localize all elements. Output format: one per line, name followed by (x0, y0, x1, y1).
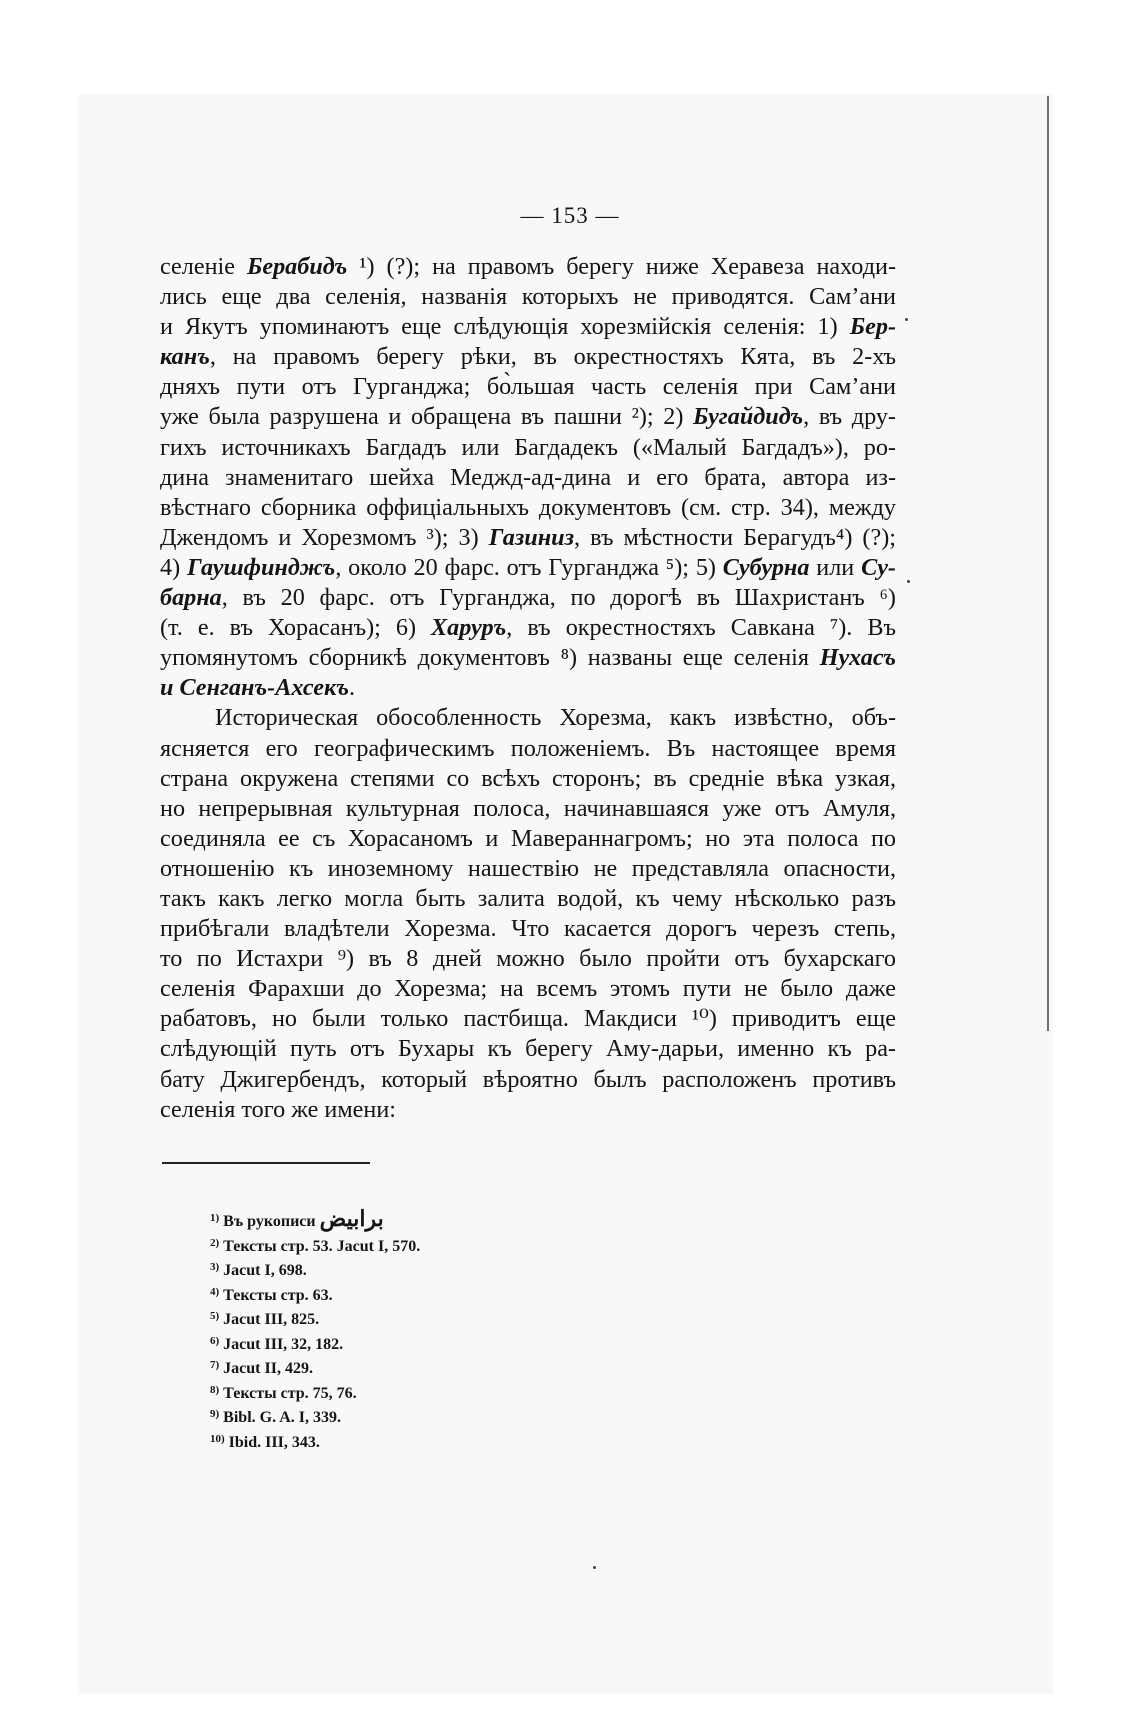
footnote: $^{3)}$ Jacut I, 698. (210, 1261, 307, 1279)
text-line: уже была разрушена и обращена въ пашни ²); 2) Бугайдидъ, въ дру- (160, 403, 896, 431)
footnote: $^{1)}$ Въ рукописи برابيض (210, 1206, 384, 1231)
footnote: $^{7)}$ Jacut II, 429. (210, 1359, 313, 1377)
place-name: Сенганъ-Ахсекъ (179, 674, 349, 702)
footnote: $^{9)}$ Bibl. G. A. I, 339. (210, 1408, 341, 1426)
text-line: такъ какъ легко могла быть залита водой, къ чему нѣсколько разъ (160, 884, 896, 912)
footnote: $^{4)}$ Тексты стр. 63. (210, 1285, 333, 1304)
text-line: Джендомъ и Хорезмомъ ³); 3) Газиниз, въ мѣстности Берагудъ⁴) (?); (160, 523, 896, 551)
place-name: Субурна (722, 553, 810, 581)
text-line: барна, въ 20 фарс. отъ Гурганджа, по дорогѣ въ Шахристанъ ⁶) (160, 584, 896, 612)
text-line: соединяла ее съ Хорасаномъ и Мавераннагромъ; но эта полоса по (160, 824, 896, 852)
place-name: Харуръ (431, 614, 507, 642)
footnote-divider (162, 1162, 370, 1164)
text-line: отношенію къ иноземному нашествію не представляла опасности, (160, 854, 896, 882)
footnote: $^{6)}$ Jacut III, 32, 182. (210, 1334, 344, 1353)
text-line: рабатовъ, но были только пастбища. Макдиси ¹⁰) приводитъ еще (160, 1005, 896, 1033)
place-name: Гаушфинджъ (186, 553, 336, 581)
footnote: $^{2)}$ Тексты стр. 53. Jacut I, 570. (210, 1236, 421, 1255)
footnote: $^{10)}$ Ibid. III, 343. (210, 1432, 320, 1451)
scan-speck (593, 1566, 596, 1569)
place-name: Бер- (849, 313, 896, 341)
place-name: Берабидъ (246, 253, 348, 280)
text-line: упомянутомъ сборникѣ документовъ ⁸) названы еще селенія Нухасъ (160, 644, 896, 672)
footnote: $^{8)}$ Тексты стр. 75, 76. (210, 1383, 357, 1402)
text-line: гихъ источникахъ Багдадъ или Багдадекъ («Малый Багдадъ»), ро- (160, 433, 896, 461)
text-line: ясняется его географическимъ положеніемъ. Въ настоящее время (160, 734, 896, 762)
text-line: дина знаменитаго шейха Меджд-ад-дина и его брата, автора из- (160, 463, 896, 491)
text-line: страна окружена степями со всѣхъ сторонъ; въ средніе вѣка узкая, (160, 764, 896, 792)
text-line: прибѣгали владѣтели Хорезма. Что касается дорогъ черезъ степь, (160, 915, 896, 943)
body-text (160, 252, 896, 1125)
text-line: дняхъ пути отъ Гурганджа; бо̀льшая часть селенія при Сам’ани (160, 373, 896, 401)
page-edge-rule (1047, 96, 1049, 1031)
text-line: 4) Гаушфинджъ, около 20 фарс. отъ Гурганджа ⁵); 5) Субурна или Су- (160, 553, 896, 581)
text-line: то по Истахри ⁹) въ 8 дней можно было пройти отъ бухарскаго (160, 945, 896, 973)
page-number: — 153 — (520, 203, 620, 228)
place-name: Нухасъ (819, 644, 896, 672)
place-name: Су- (861, 553, 896, 581)
text-line: слѣдующій путь отъ Бухары къ берегу Аму-дарьи, именно къ ра- (160, 1035, 896, 1063)
place-name: Газиниз (488, 523, 575, 551)
text-line: (т. е. въ Хорасанъ); 6) Харуръ, въ окрестностяхъ Савкана ⁷). Въ (160, 614, 897, 642)
arabic-word: برابيض (319, 1206, 384, 1231)
text-line: и Якутъ упоминаютъ еще слѣдующія хорезмійскія селенія: 1) Бер- (160, 313, 896, 341)
scan-speck (907, 580, 910, 583)
text-line: но непрерывная культурная полоса, начинавшаяся уже отъ Амуля, (160, 794, 896, 822)
footnote: $^{5)}$ Jacut III, 825. (210, 1310, 320, 1328)
place-name: Бугайдидъ (693, 403, 804, 431)
scan-speck (905, 318, 908, 321)
text-line: и Сенганъ-Ахсекъ. (160, 674, 356, 702)
paragraph-start: Историческая обособленность Хорезма, какъ извѣстно, объ- (215, 704, 896, 732)
text-line: вѣстнаго сборника оффиціальныхъ документовъ (см. стр. 34), между (160, 493, 896, 521)
place-name: барна (160, 584, 222, 612)
text-line: канъ, на правомъ берегу рѣки, въ окрестностяхъ Кята, въ 2-хъ (160, 343, 896, 371)
text-line: селенія Фарахши до Хорезма; на всемъ этомъ пути не было даже (160, 975, 896, 1003)
text-line: селеніе Берабидъ ¹) (?); на правомъ берегу ниже Херавеза находи- (160, 253, 896, 280)
place-name: канъ (160, 343, 210, 371)
footnotes (210, 1208, 420, 1453)
text-line: лись еще два селенія, названія которыхъ не приводятся. Сам’ани (160, 283, 896, 311)
text-line: селенія того же имени: (160, 1095, 396, 1123)
text-line: бату Джигербендъ, который вѣроятно былъ расположенъ противъ (160, 1065, 896, 1093)
